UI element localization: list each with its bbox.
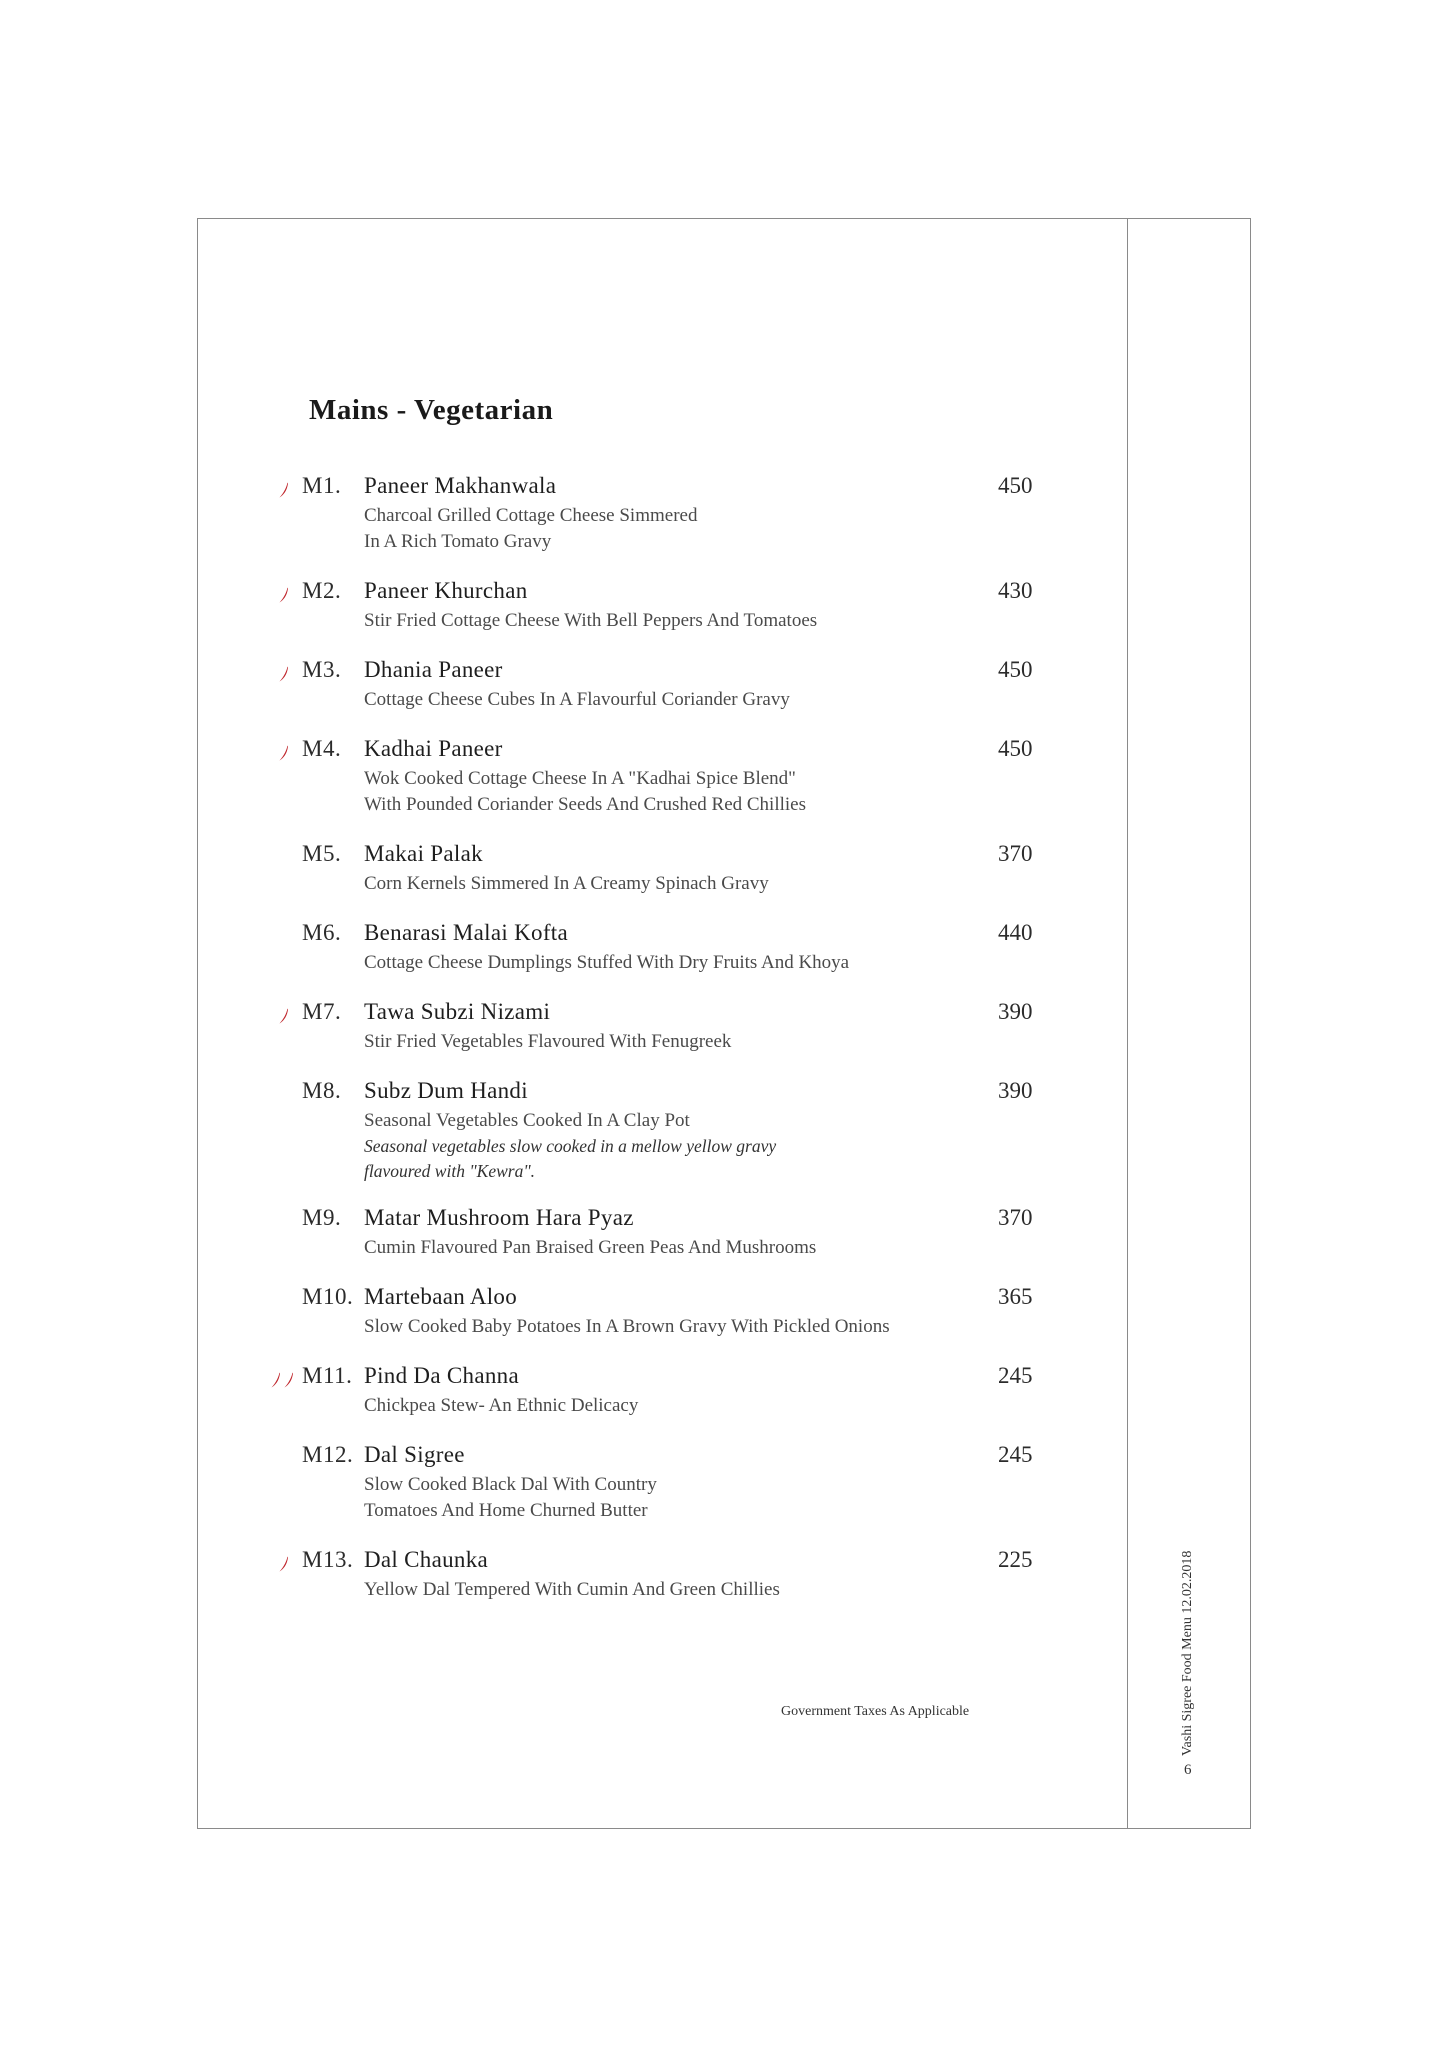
item-description: With Pounded Coriander Seeds And Crushed Red Chillies <box>364 794 807 815</box>
item-code: M4. <box>302 736 342 761</box>
page-number: 6 <box>1184 1762 1192 1778</box>
item-price: 450 <box>998 473 1033 498</box>
chili-pepper-icon <box>278 584 289 606</box>
item-price: 450 <box>998 657 1033 682</box>
item-name: Martebaan Aloo <box>364 1284 518 1309</box>
chili-pepper-icon <box>278 1553 289 1575</box>
item-name: Dhania Paneer <box>364 657 503 682</box>
item-price: 370 <box>998 841 1033 866</box>
item-name: Matar Mushroom Hara Pyaz <box>364 1205 634 1230</box>
item-code: M3. <box>302 657 342 682</box>
item-name: Makai Palak <box>364 841 483 866</box>
item-code: M1. <box>302 473 342 498</box>
item-code: M12. <box>302 1442 354 1467</box>
item-description-note: flavoured with "Kewra". <box>364 1161 536 1181</box>
section-heading: Mains - Vegetarian <box>309 394 554 426</box>
taxes-note: Government Taxes As Applicable <box>781 1704 970 1719</box>
item-code: M5. <box>302 841 342 866</box>
item-description: In A Rich Tomato Gravy <box>364 531 552 552</box>
item-code: M8. <box>302 1078 342 1103</box>
item-price: 440 <box>998 920 1033 945</box>
item-price: 390 <box>998 1078 1033 1103</box>
item-code: M9. <box>302 1205 342 1230</box>
item-price: 245 <box>998 1442 1033 1467</box>
side-margin-divider <box>1127 218 1128 1829</box>
item-name: Benarasi Malai Kofta <box>364 920 568 945</box>
item-description: Tomatoes And Home Churned Butter <box>364 1500 648 1521</box>
chili-pepper-icon <box>278 663 289 685</box>
item-description: Wok Cooked Cottage Cheese In A "Kadhai Spice Blend" <box>364 768 796 789</box>
item-code: M13. <box>302 1547 354 1572</box>
chili-pepper-icon <box>278 742 289 764</box>
item-description: Stir Fried Vegetables Flavoured With Fenugreek <box>364 1031 732 1052</box>
item-description: Cottage Cheese Dumplings Stuffed With Dry Fruits And Khoya <box>364 952 850 973</box>
item-price: 365 <box>998 1284 1033 1309</box>
item-description-note: Seasonal vegetables slow cooked in a mellow yellow gravy <box>364 1136 777 1156</box>
item-description: Cottage Cheese Cubes In A Flavourful Coriander Gravy <box>364 689 790 710</box>
item-code: M6. <box>302 920 342 945</box>
chili-pepper-icon <box>278 1005 289 1027</box>
chili-pepper-icon <box>278 479 289 501</box>
item-name: Subz Dum Handi <box>364 1078 528 1103</box>
item-code: M10. <box>302 1284 354 1309</box>
item-description: Stir Fried Cottage Cheese With Bell Peppers And Tomatoes <box>364 610 818 631</box>
item-description: Cumin Flavoured Pan Braised Green Peas And Mushrooms <box>364 1237 817 1258</box>
item-price: 390 <box>998 999 1033 1024</box>
item-description: Chickpea Stew- An Ethnic Delicacy <box>364 1395 639 1416</box>
item-name: Paneer Makhanwala <box>364 473 557 498</box>
item-name: Dal Chaunka <box>364 1547 489 1572</box>
item-name: Paneer Khurchan <box>364 578 528 603</box>
item-code: M2. <box>302 578 342 603</box>
item-name: Pind Da Channa <box>364 1363 519 1388</box>
item-description: Slow Cooked Black Dal With Country <box>364 1474 657 1495</box>
item-price: 245 <box>998 1363 1033 1388</box>
item-code: M11. <box>302 1363 353 1388</box>
item-name: Dal Sigree <box>364 1442 465 1467</box>
item-name: Tawa Subzi Nizami <box>364 999 551 1024</box>
item-price: 450 <box>998 736 1033 761</box>
item-code: M7. <box>302 999 342 1024</box>
item-price: 430 <box>998 578 1033 603</box>
item-price: 370 <box>998 1205 1033 1230</box>
item-description: Corn Kernels Simmered In A Creamy Spinach Gravy <box>364 873 769 894</box>
item-description: Yellow Dal Tempered With Cumin And Green Chillies <box>364 1579 780 1600</box>
item-price: 225 <box>998 1547 1033 1572</box>
menu-version-note: Vashi Sigree Food Menu 12.02.2018 <box>1180 1550 1195 1756</box>
item-name: Kadhai Paneer <box>364 736 503 761</box>
chili-pepper-icon <box>270 1369 294 1391</box>
item-description: Charcoal Grilled Cottage Cheese Simmered <box>364 505 698 526</box>
item-description: Slow Cooked Baby Potatoes In A Brown Gravy With Pickled Onions <box>364 1316 890 1337</box>
item-description: Seasonal Vegetables Cooked In A Clay Pot <box>364 1110 690 1131</box>
